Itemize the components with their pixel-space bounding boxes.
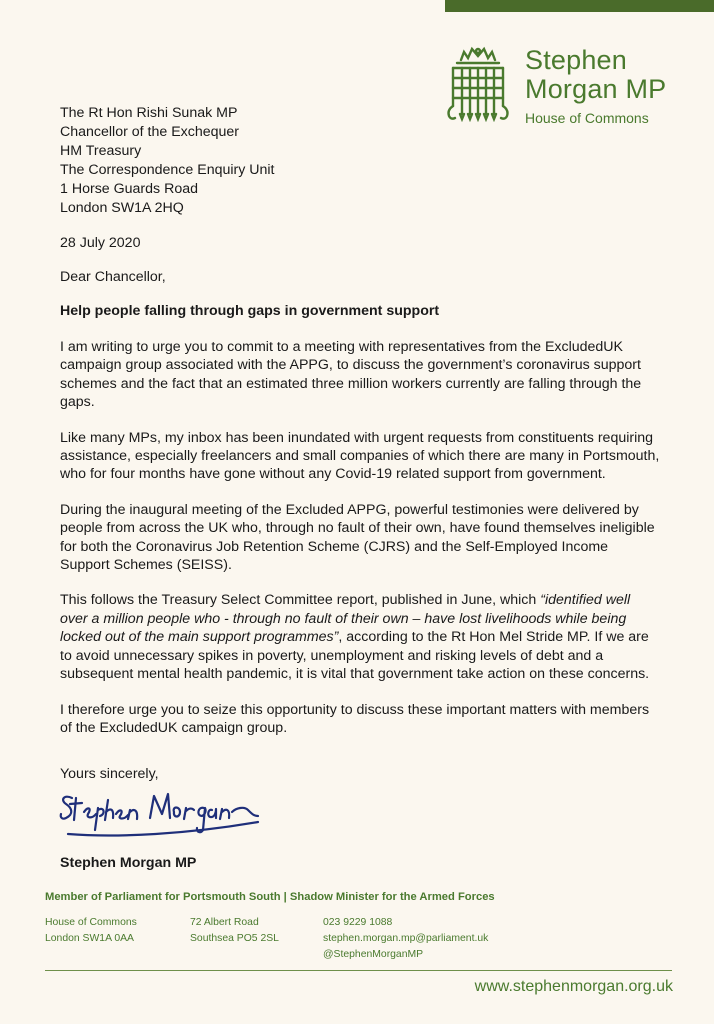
footer-phone: 023 9229 1088: [323, 917, 393, 928]
subject-line: Help people falling through gaps in government support: [60, 303, 440, 319]
letterhead-logo: [445, 46, 666, 127]
paragraph-2: Like many MPs, my inbox has been inundated with urgent requests from constituents requiring assistance, especially freelancers and small companies of which there are many in Portsmouth, who for four months have gone without any Covid-19 related support from government.: [60, 429, 660, 483]
footer-email[interactable]: stephen.morgan.mp@parliament.uk: [323, 933, 489, 944]
closing: Yours sincerely,: [60, 766, 159, 782]
paragraph-4-end: , according to the Rt Hon Mel Stride MP. If we are to avoid unnecessary spikes in poverty, unemployment and risking levels of debt and a subsequent mental health pandemic, it is vital that government take action on these concerns.: [60, 629, 650, 683]
paragraph-4: [60, 591, 660, 683]
recipient-line: Chancellor of the Exchequer: [60, 124, 240, 140]
footer-line: 72 Albert Road: [190, 917, 259, 928]
recipient-line: London SW1A 2HQ: [60, 200, 184, 216]
letter-body: [60, 338, 660, 754]
paragraph-5: I therefore urge you to seize this opportunity to discuss these important matters with members of the ExcludedUK campaign group.: [60, 701, 650, 736]
top-accent-bar: [445, 0, 714, 12]
footer-line: London SW1A 0AA: [45, 933, 134, 944]
recipient-line: 1 Horse Guards Road: [60, 181, 199, 197]
letter-date: 28 July 2020: [60, 235, 141, 251]
committee-quote: “identified well over a million people who - through no fault of their own – have lost livelihoods while being locked out of the main support programmes”: [60, 592, 631, 646]
letterhead-subtitle: House of Commons: [525, 110, 649, 126]
salutation: Dear Chancellor,: [60, 269, 166, 285]
paragraph-4-start: This follows the Treasury Select Committee report, published in June, which: [60, 592, 541, 609]
paragraph-1: I am writing to urge you to commit to a meeting with representatives from the ExcludedUK campaign group associated with the APPG, to discuss the government’s coronavirus support schemes and the fact that an estimated three million workers currently are falling through the gaps.: [60, 339, 642, 411]
recipient-line: The Rt Hon Rishi Sunak MP: [60, 105, 238, 121]
portcullis-icon: [445, 46, 511, 122]
footer-address-westminster: [45, 915, 137, 947]
recipient-line: The Correspondence Enquiry Unit: [60, 162, 275, 178]
footer-line: Southsea PO5 2SL: [190, 933, 279, 944]
paragraph-3: During the inaugural meeting of the Excluded APPG, powerful testimonies were delivered by people from across the UK who, through no fault of their own, have found themselves ineligible for both the Coronavirus Job Retention Scheme (CJRS) and the Self-Employed Income Support Schemes (SEISS).: [60, 501, 655, 574]
handwritten-signature: [58, 784, 268, 846]
letterhead-text: [525, 46, 666, 127]
recipient-line: HM Treasury: [60, 143, 142, 159]
website-link[interactable]: www.stephenmorgan.org.uk: [474, 978, 673, 995]
footer-title: Member of Parliament for Portsmouth South | Shadow Minister for the Armed Forces: [45, 891, 495, 903]
signatory-name: Stephen Morgan MP: [60, 855, 197, 871]
recipient-address: [60, 104, 275, 218]
letterhead-name-line1: Stephen: [525, 45, 627, 75]
footer-address-constituency: [190, 915, 279, 947]
footer-divider: [45, 970, 672, 971]
footer-twitter[interactable]: @StephenMorganMP: [323, 949, 424, 960]
letterhead-name-line2: Morgan MP: [525, 74, 667, 104]
footer-contact: [323, 915, 488, 963]
footer-line: House of Commons: [45, 917, 137, 928]
